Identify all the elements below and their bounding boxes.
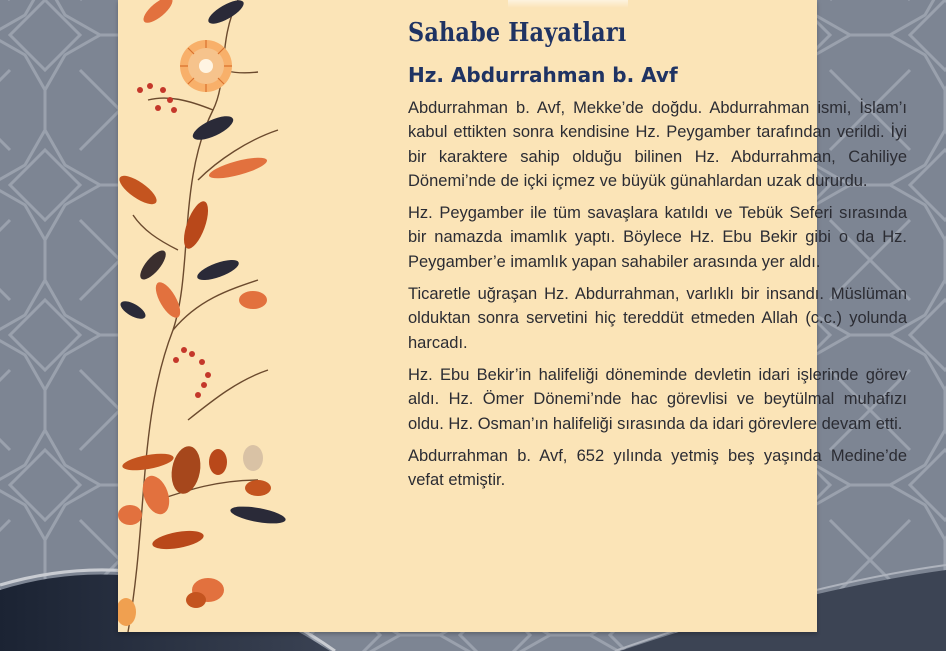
paragraph-duties: Hz. Ebu Bekir’in halifeliği döneminde devletin idari işlerinde görev aldı. Hz. Ömer Dönemi’nde hac görevlisi ve beytülmal muhafızı oldu. Hz. Osman’ın halifeliği sırasında da idari görevlere devam etti. [408, 365, 907, 433]
person-title: Hz. Abdurrahman b. Avf [408, 63, 678, 87]
section-title: Sahabe Hayatları [408, 18, 627, 48]
paragraph-death: Abdurrahman b. Avf, 652 yılında yetmiş beş yaşında Medine’de vefat etmiştir. [408, 446, 907, 490]
paragraph-trade: Ticaretle uğraşan Hz. Abdurrahman, varlıklı bir insandı. Müslüman olduktan sonra servetini hiç tereddüt etmeden Allah (c.c.) yolunda harcadı. [408, 285, 907, 352]
floral-decoration [118, 0, 288, 632]
biography-text [408, 96, 907, 500]
paragraph-battles: Hz. Peygamber ile tüm savaşlara katıldı ve Tebük Seferi sırasında bir namazda imamlık yaptı. Böylece Hz. Ebu Bekir gibi o da Hz. Peygamber’e imamlık yapan sahabiler arasında yer aldı. [408, 204, 907, 271]
card-highlight [508, 0, 628, 8]
content-card [118, 0, 907, 632]
paragraph-birth: Abdurrahman b. Avf, Mekke’de doğdu. Abdurrahman ismi, İslam’ı kabul ettikten sonra kendisine Hz. Peygamber tarafından verildi. İyi bir karaktere sahip olduğu bilinen Hz. Abdurrahman, Cahiliye Dönemi’nde de içki içmez ve büyük günahlardan uzak dururdu. [408, 99, 907, 190]
